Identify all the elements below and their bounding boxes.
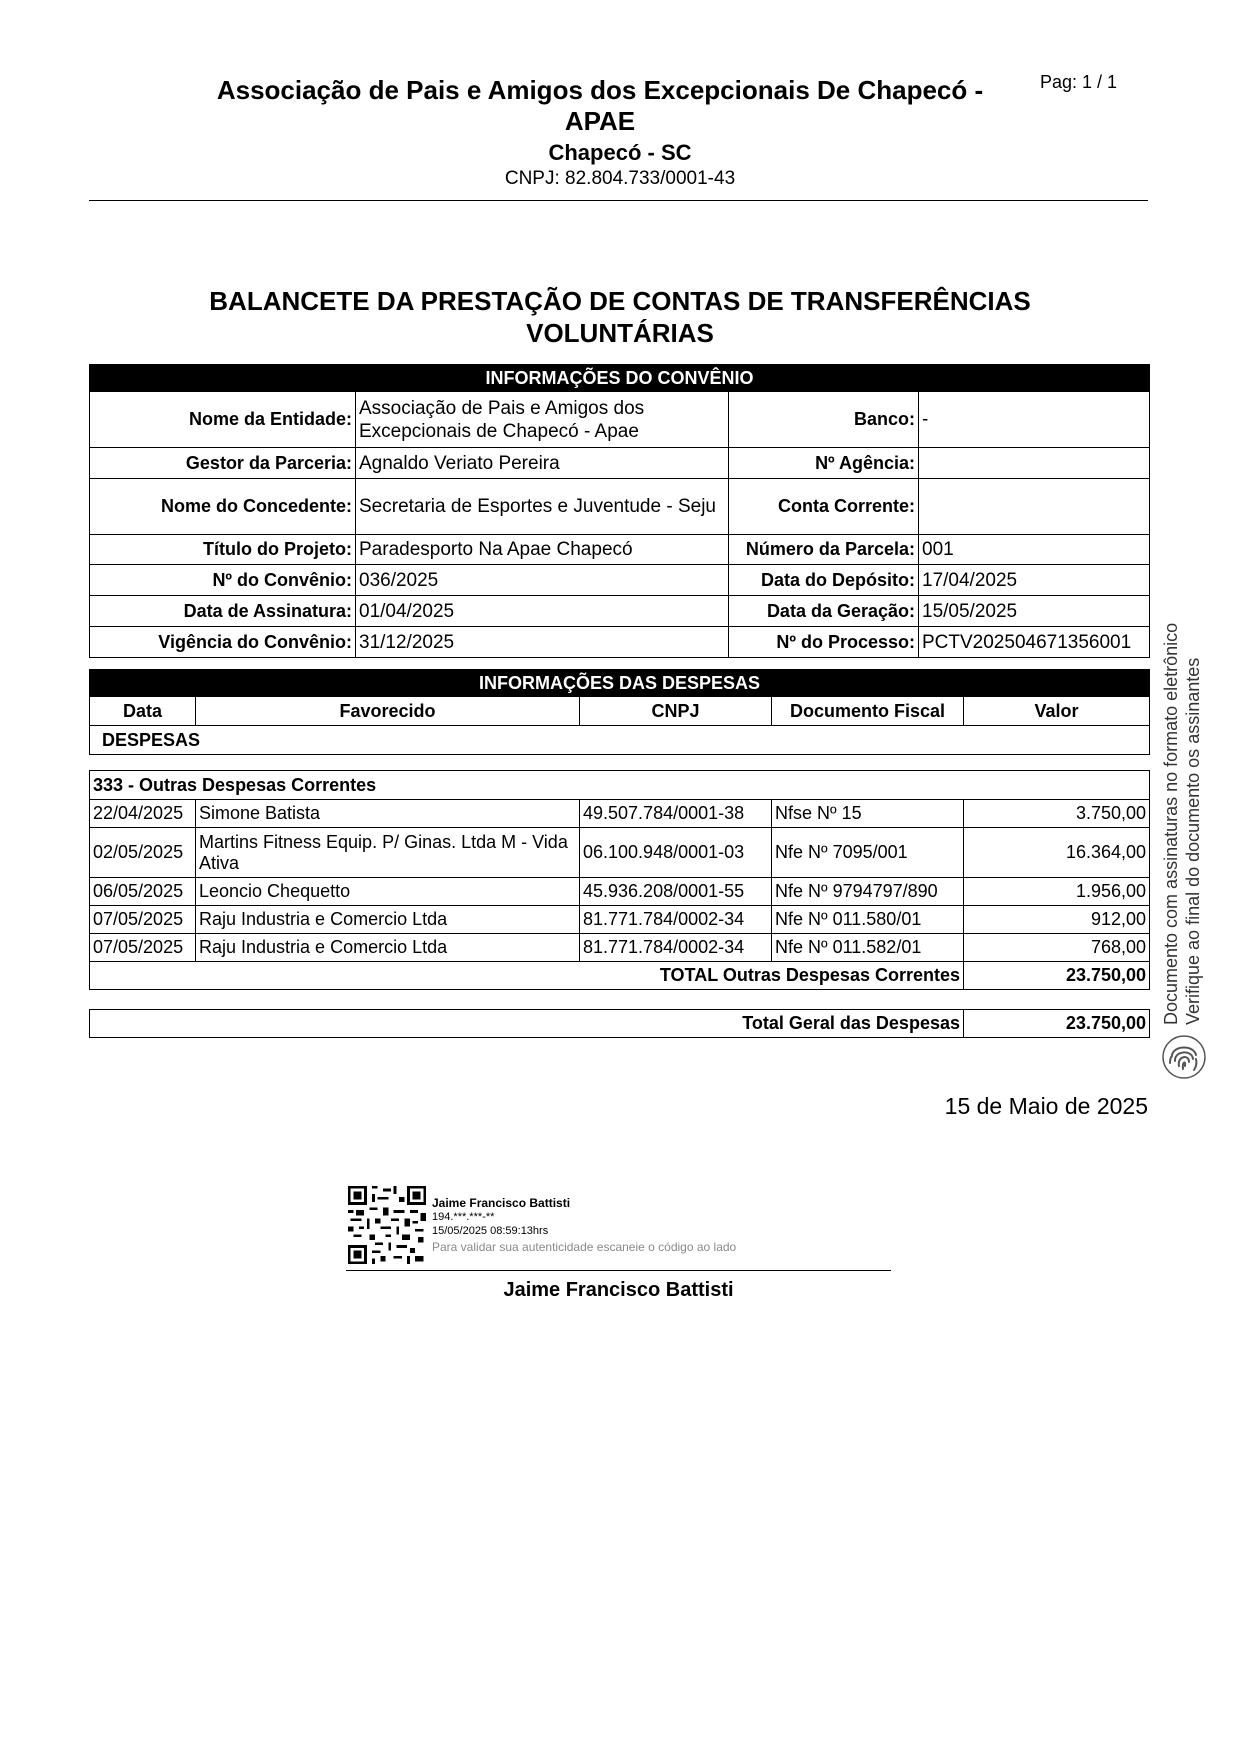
col-header-value: Valor bbox=[964, 697, 1150, 726]
stamp-line2: Verifique ao final do documento os assinantes bbox=[1183, 657, 1203, 1025]
row-date: 22/04/2025 bbox=[90, 800, 196, 828]
signature-line bbox=[346, 1270, 891, 1271]
row-cnpj: 06.100.948/0001-03 bbox=[580, 828, 772, 878]
group-total-label: TOTAL Outras Despesas Correntes bbox=[90, 962, 964, 990]
grand-total-value: 23.750,00 bbox=[964, 1010, 1150, 1038]
row-date: 07/05/2025 bbox=[90, 934, 196, 962]
bank-label: Banco: bbox=[729, 392, 919, 448]
electronic-signature-stamp bbox=[1160, 590, 1210, 1070]
entity-name-label: Nome da Entidade: bbox=[90, 392, 356, 448]
signer-name-small: Jaime Francisco Battisti bbox=[432, 1196, 571, 1210]
project-title-label: Título do Projeto: bbox=[90, 535, 356, 565]
convenio-number-label: Nº do Convênio: bbox=[90, 565, 356, 596]
generation-date-value: 15/05/2025 bbox=[919, 596, 1150, 627]
entity-name-value: Associação de Pais e Amigos dos Excepcionais de Chapecó - Apae bbox=[356, 392, 729, 448]
document-date: 15 de Maio de 2025 bbox=[944, 1093, 1148, 1119]
row-value: 912,00 bbox=[964, 906, 1150, 934]
row-fiscal-doc: Nfse Nº 15 bbox=[772, 800, 964, 828]
row-payee: Simone Batista bbox=[196, 800, 580, 828]
despesas-section-label: DESPESAS bbox=[90, 726, 1150, 755]
convenio-info-table bbox=[89, 364, 1150, 658]
organization-name-line1: Associação de Pais e Amigos dos Excepcionais De Chapecó - bbox=[216, 75, 984, 105]
agency-label: Nº Agência: bbox=[729, 448, 919, 479]
grand-total-label: Total Geral das Despesas bbox=[90, 1010, 964, 1038]
project-title-value: Paradesporto Na Apae Chapecó bbox=[356, 535, 729, 565]
row-date: 06/05/2025 bbox=[90, 878, 196, 906]
col-header-payee: Favorecido bbox=[196, 697, 580, 726]
table-row bbox=[90, 878, 1150, 906]
document-title-line2: VOLUNTÁRIAS bbox=[526, 318, 714, 348]
table-row bbox=[90, 828, 1150, 878]
organization-name bbox=[190, 75, 1010, 137]
page-number: Pag: 1 / 1 bbox=[1040, 72, 1118, 92]
col-header-cnpj: CNPJ bbox=[580, 697, 772, 726]
account-value bbox=[919, 479, 1150, 535]
organization-name-line2: APAE bbox=[564, 106, 636, 136]
row-payee: Martins Fitness Equip. P/ Ginas. Ltda M - Vida Ativa bbox=[196, 828, 580, 878]
installment-value: 001 bbox=[919, 535, 1150, 565]
process-number-label: Nº do Processo: bbox=[729, 627, 919, 658]
validity-label: Vigência do Convênio: bbox=[90, 627, 356, 658]
header-divider bbox=[89, 200, 1148, 201]
bank-value: - bbox=[919, 392, 1150, 448]
row-fiscal-doc: Nfe Nº 7095/001 bbox=[772, 828, 964, 878]
agency-value bbox=[919, 448, 1150, 479]
table-row bbox=[90, 800, 1150, 828]
installment-label: Número da Parcela: bbox=[729, 535, 919, 565]
expense-group-label: 333 - Outras Despesas Correntes bbox=[90, 771, 1150, 800]
convenio-number-value: 036/2025 bbox=[356, 565, 729, 596]
deposit-date-label: Data do Depósito: bbox=[729, 565, 919, 596]
signature-date-label: Data de Assinatura: bbox=[90, 596, 356, 627]
grantor-label: Nome do Concedente: bbox=[90, 479, 356, 535]
document-title bbox=[150, 285, 1090, 349]
organization-cnpj: CNPJ: 82.804.733/0001-43 bbox=[504, 168, 736, 189]
convenio-info-heading: INFORMAÇÕES DO CONVÊNIO bbox=[90, 365, 1150, 392]
account-label: Conta Corrente: bbox=[729, 479, 919, 535]
electronic-signature-text bbox=[1160, 545, 1210, 1025]
row-payee: Leoncio Chequetto bbox=[196, 878, 580, 906]
signer-cpf: 194.***.***-** bbox=[432, 1211, 495, 1223]
stamp-line1: Documento com assinaturas no formato eletrônico bbox=[1161, 622, 1181, 1025]
table-row bbox=[90, 934, 1150, 962]
col-header-date: Data bbox=[90, 697, 196, 726]
despesas-detail-table bbox=[89, 770, 1150, 990]
despesas-header-table bbox=[89, 669, 1150, 755]
row-cnpj: 45.936.208/0001-55 bbox=[580, 878, 772, 906]
grand-total-table bbox=[89, 1009, 1150, 1038]
row-cnpj: 81.771.784/0002-34 bbox=[580, 934, 772, 962]
row-cnpj: 49.507.784/0001-38 bbox=[580, 800, 772, 828]
row-value: 16.364,00 bbox=[964, 828, 1150, 878]
manager-label: Gestor da Parceria: bbox=[90, 448, 356, 479]
row-cnpj: 81.771.784/0002-34 bbox=[580, 906, 772, 934]
table-row bbox=[90, 906, 1150, 934]
row-payee: Raju Industria e Comercio Ltda bbox=[196, 906, 580, 934]
process-number-value: PCTV202504671356001 bbox=[919, 627, 1150, 658]
manager-value: Agnaldo Veriato Pereira bbox=[356, 448, 729, 479]
grantor-value: Secretaria de Esportes e Juventude - Seju bbox=[356, 479, 729, 535]
signature-validation-hint: Para validar sua autenticidade escaneie o código ao lado bbox=[432, 1240, 737, 1254]
signature-date-value: 01/04/2025 bbox=[356, 596, 729, 627]
col-header-fiscal-doc: Documento Fiscal bbox=[772, 697, 964, 726]
row-fiscal-doc: Nfe Nº 9794797/890 bbox=[772, 878, 964, 906]
despesas-info-heading: INFORMAÇÕES DAS DESPESAS bbox=[90, 670, 1150, 697]
row-date: 02/05/2025 bbox=[90, 828, 196, 878]
row-fiscal-doc: Nfe Nº 011.582/01 bbox=[772, 934, 964, 962]
row-value: 768,00 bbox=[964, 934, 1150, 962]
fingerprint-icon bbox=[1162, 1035, 1206, 1079]
row-date: 07/05/2025 bbox=[90, 906, 196, 934]
qr-code-icon[interactable] bbox=[348, 1186, 426, 1264]
row-fiscal-doc: Nfe Nº 011.580/01 bbox=[772, 906, 964, 934]
signature-timestamp: 15/05/2025 08:59:13hrs bbox=[432, 1225, 549, 1237]
row-payee: Raju Industria e Comercio Ltda bbox=[196, 934, 580, 962]
validity-value: 31/12/2025 bbox=[356, 627, 729, 658]
organization-city: Chapecó - SC bbox=[548, 140, 692, 165]
document-title-line1: BALANCETE DA PRESTAÇÃO DE CONTAS DE TRANSFERÊNCIAS bbox=[209, 286, 1031, 316]
generation-date-label: Data da Geração: bbox=[729, 596, 919, 627]
deposit-date-value: 17/04/2025 bbox=[919, 565, 1150, 596]
signer-name: Jaime Francisco Battisti bbox=[503, 1279, 734, 1301]
row-value: 1.956,00 bbox=[964, 878, 1150, 906]
row-value: 3.750,00 bbox=[964, 800, 1150, 828]
group-total-value: 23.750,00 bbox=[964, 962, 1150, 990]
